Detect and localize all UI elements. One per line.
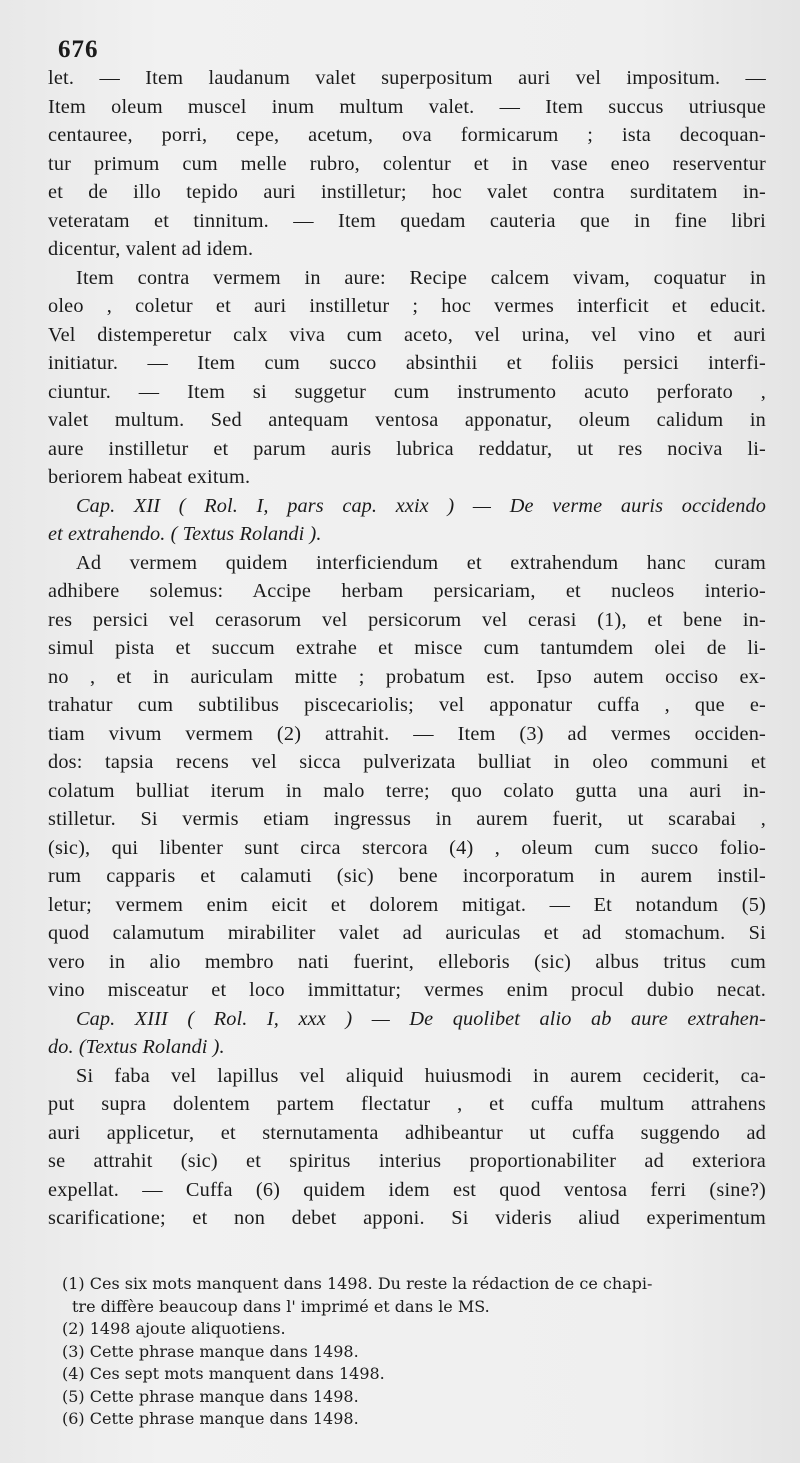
text-line: centauree, porri, cepe, acetum, ova formicarum ; ista decoquan- xyxy=(48,124,766,146)
text-line: trahatur cum subtilibus piscecariolis; vel apponatur cuffa , que e- xyxy=(48,694,766,716)
text-line: quod calamutum mirabiliter valet ad auriculas et ad stomachum. Si xyxy=(48,922,766,944)
text-line: valet multum. Sed antequam ventosa apponatur, oleum calidum in xyxy=(48,409,766,431)
text-line: scarificatione; et non debet apponi. Si videris aliud experimentum xyxy=(48,1207,766,1229)
text-line: letur; vermem enim eicit et dolorem mitigat. — Et notandum (5) xyxy=(48,893,766,916)
footnote: (6) Cette phrase manque dans 1498. xyxy=(62,1409,359,1428)
text-line: Item oleum muscel inum multum valet. — Item succus utriusque xyxy=(48,95,766,118)
text-line: tiam vivum vermem (2) attrahit. — Item (3) ad vermes occiden- xyxy=(48,722,766,745)
text-line: initiatur. — Item cum succo absinthii et foliis persici interfi- xyxy=(48,352,766,374)
chapter-heading: Cap. XIII ( Rol. I, xxx ) — De quolibet alio ab aure extrahen- xyxy=(76,1007,766,1030)
paragraph-start-line: Item contra vermem in aure: Recipe calcem vivam, coquatur in xyxy=(76,266,766,289)
footnote-continuation: tre diffère beaucoup dans l' imprimé et dans le MS. xyxy=(72,1296,490,1316)
text-line: res persici vel cerasorum vel persicorum vel cerasi (1), et bene in- xyxy=(48,608,766,631)
footnotes xyxy=(62,1273,762,1431)
text-line: se attrahit (sic) et spiritus interius proportionabiliter ad exteriora xyxy=(48,1150,766,1172)
body-text xyxy=(48,64,766,1233)
text-line: beriorem habeat exitum. xyxy=(48,466,251,488)
text-line: vero in alio membro nati fuerint, elleboris (sic) albus tritus cum xyxy=(48,950,766,973)
text-line: stilletur. Si vermis etiam ingressus in aurem fuerit, ut scarabai , xyxy=(48,808,766,830)
text-line: ciuntur. — Item si suggetur cum instrumento acuto perforato , xyxy=(48,380,766,403)
text-line: veteratam et tinnitum. — Item quedam cauteria que in fine libri xyxy=(48,209,766,232)
text-line: oleo , coletur et auri instilletur ; hoc vermes interficit et educit. xyxy=(48,295,766,317)
text-line: rum capparis et calamuti (sic) bene incorporatum in aurem instil- xyxy=(48,865,766,887)
text-line: Vel distemperetur calx viva cum aceto, vel urina, vel vino et auri xyxy=(48,323,766,346)
page-number: 676 xyxy=(58,36,99,63)
text-line: colatum bulliat iterum in malo terre; quo colato gutta una auri in- xyxy=(48,779,766,802)
text-line: aure instilletur et parum auris lubrica reddatur, ut res nociva li- xyxy=(48,437,766,460)
chapter-heading: do. (Textus Rolandi ). xyxy=(48,1036,225,1058)
footnote: (4) Ces sept mots manquent dans 1498. xyxy=(62,1364,385,1383)
paragraph-start-line: Si faba vel lapillus vel aliquid huiusmodi in aurem ceciderit, ca- xyxy=(76,1064,766,1087)
paragraph-start-line: Ad vermem quidem interficiendum et extrahendum hanc curam xyxy=(76,551,766,574)
chapter-heading: Cap. XII ( Rol. I, pars cap. xxix ) — De verme auris occidendo xyxy=(76,494,766,517)
footnote: (3) Cette phrase manque dans 1498. xyxy=(62,1341,359,1361)
text-line: dos: tapsia recens vel sicca pulverizata bulliat in oleo communi et xyxy=(48,751,766,773)
text-line: vino misceatur et loco immittatur; vermes enim procul dubio necat. xyxy=(48,979,766,1001)
text-line: simul pista et succum extrahe et misce cum tantumdem olei de li- xyxy=(48,637,766,659)
text-line: et de illo tepido auri instilletur; hoc valet contra surditatem in- xyxy=(48,181,766,203)
footnote: (5) Cette phrase manque dans 1498. xyxy=(62,1386,359,1406)
text-line: let. — Item laudanum valet superpositum auri vel impositum. — xyxy=(48,67,766,89)
text-line: adhibere solemus: Accipe herbam persicariam, et nucleos interio- xyxy=(48,580,766,602)
text-line: tur primum cum melle rubro, colentur et in vase eneo reserventur xyxy=(48,152,766,175)
chapter-heading: et extrahendo. ( Textus Rolandi ). xyxy=(48,523,322,545)
text-line: (sic), qui libenter sunt circa stercora (4) , oleum cum succo folio- xyxy=(48,836,766,859)
footnote: (1) Ces six mots manquent dans 1498. Du reste la rédaction de ce chapi- xyxy=(62,1274,653,1293)
footnote: (2) 1498 ajoute aliquotiens. xyxy=(62,1319,286,1338)
text-line: expellat. — Cuffa (6) quidem idem est quod ventosa ferri (sine?) xyxy=(48,1178,766,1201)
text-line: dicentur, valent ad idem. xyxy=(48,238,254,260)
text-line: no , et in auriculam mitte ; probatum est. Ipso autem occiso ex- xyxy=(48,665,766,688)
text-line: auri applicetur, et sternutamenta adhibeantur ut cuffa suggendo ad xyxy=(48,1121,766,1144)
text-line: put supra dolentem partem flectatur , et cuffa multum attrahens xyxy=(48,1093,766,1115)
